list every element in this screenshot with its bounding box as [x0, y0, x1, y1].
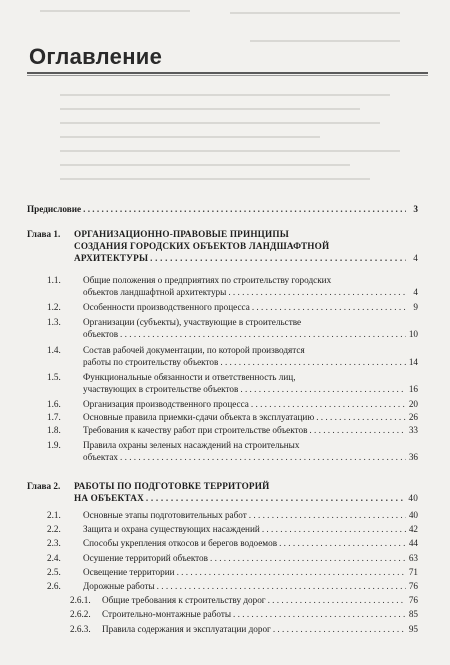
page-number: 44 — [408, 538, 418, 548]
page-number: 3 — [413, 204, 418, 214]
section-title-last-line — [83, 566, 418, 578]
section-title-line: Дорожные работы — [83, 581, 155, 591]
section-number: 1.2. — [47, 302, 61, 312]
section-title-last-line — [83, 356, 418, 368]
leader-dots — [210, 552, 406, 564]
chapter-title-line: СОЗДАНИЯ ГОРОДСКИХ ОБЪЕКТОВ ЛАНДШАФТНОЙ — [74, 241, 330, 251]
section-number: 2.3. — [47, 538, 61, 548]
subsection-number: 2.6.2. — [70, 609, 91, 619]
page-number: 95 — [408, 624, 418, 634]
section-title-last-line — [83, 451, 418, 463]
page-number: 4 — [413, 287, 418, 297]
chapter-title-last-line — [74, 252, 418, 264]
page-number: 14 — [408, 357, 418, 367]
page-number: 40 — [408, 493, 418, 503]
show-through-background — [0, 0, 450, 200]
section-title-last-line — [83, 328, 418, 340]
section-title-last-line — [83, 509, 418, 521]
page-title: Оглавление — [29, 44, 163, 69]
section-title-last-line — [83, 286, 418, 298]
page-number: 76 — [408, 595, 418, 605]
section-title-line: Освещение территории — [83, 567, 175, 577]
section-title-last-line — [83, 523, 418, 535]
section-number: 1.8. — [47, 425, 61, 435]
page-number: 4 — [413, 253, 418, 263]
page-number: 20 — [408, 399, 418, 409]
leader-dots — [240, 383, 406, 395]
chapter-title-line: РАБОТЫ ПО ПОДГОТОВКЕ ТЕРРИТОРИЙ — [74, 481, 270, 491]
section-title-line: Осушение территорий объектов — [83, 553, 208, 563]
subsection-title: Общие требования к строительству дорог — [102, 595, 266, 605]
leader-dots — [268, 594, 406, 606]
section-number: 2.2. — [47, 524, 61, 534]
subsection-title: Правила содержания и эксплуатации дорог — [102, 624, 271, 634]
page-number: 42 — [408, 524, 418, 534]
subsection-number: 2.6.3. — [70, 624, 91, 634]
section-title-line: работы по строительству объектов — [83, 357, 219, 367]
leader-dots — [83, 203, 406, 215]
chapter-title-last-line — [74, 492, 418, 504]
section-number: 1.7. — [47, 412, 61, 422]
subsection-number: 2.6.1. — [70, 595, 91, 605]
section-number: 2.1. — [47, 510, 61, 520]
section-title-line: Требования к качеству работ при строительстве объектов — [83, 425, 308, 435]
section-title-line: объектов — [83, 329, 119, 339]
section-number: 1.9. — [47, 440, 61, 450]
leader-dots — [120, 451, 406, 463]
subsection-title-line — [102, 623, 418, 635]
leader-dots — [251, 398, 406, 410]
section-title-line: Общие положения о предприятиях по строительству городских — [83, 275, 332, 285]
chapter-title-line: АРХИТЕКТУРЫ — [74, 253, 149, 263]
section-title-line: Состав рабочей документации, по которой производятся — [83, 345, 305, 355]
section-number: 2.6. — [47, 581, 61, 591]
section-title-line: Организация производственного процесса — [83, 399, 249, 409]
section-number: 1.1. — [47, 275, 61, 285]
section-title-line: Основные этапы подготовительных работ — [83, 510, 247, 520]
chapter-title-line: ОРГАНИЗАЦИОННО-ПРАВОВЫЕ ПРИНЦИПЫ — [74, 229, 289, 239]
section-title-last-line — [83, 580, 418, 592]
section-title-last-line — [83, 537, 418, 549]
leader-dots — [120, 328, 406, 340]
toc-entry-preface[interactable] — [27, 203, 418, 215]
page-number: 10 — [408, 329, 418, 339]
page-number: 71 — [408, 567, 418, 577]
section-title-line: объектов ландшафтной архитектуры — [83, 287, 227, 297]
leader-dots — [150, 252, 406, 264]
section-title-last-line — [83, 398, 418, 410]
page-number: 76 — [408, 581, 418, 591]
leader-dots — [146, 492, 406, 504]
leader-dots — [273, 623, 406, 635]
page-number: 36 — [408, 452, 418, 462]
subsection-title-line — [102, 594, 418, 606]
leader-dots — [316, 411, 406, 423]
leader-dots — [177, 566, 406, 578]
page-number: 63 — [408, 553, 418, 563]
section-title-line: Правила охраны зеленых насаждений на строительных — [83, 440, 300, 450]
leader-dots — [252, 301, 406, 313]
chapter-title-line: НА ОБЪЕКТАХ — [74, 493, 144, 503]
section-title-line: Функциональные обязанности и ответственность лиц, — [83, 372, 296, 382]
title-rule-thin — [27, 75, 428, 76]
section-title-line: Способы укрепления откосов и берегов водоемов — [83, 538, 278, 548]
subsection-title-line — [102, 608, 418, 620]
leader-dots — [309, 424, 406, 436]
chapter-label: Глава 2. — [27, 481, 61, 491]
section-title-line: Особенности производственного процесса — [83, 302, 250, 312]
page-number: 16 — [408, 384, 418, 394]
leader-dots — [228, 286, 406, 298]
section-number: 1.6. — [47, 399, 61, 409]
leader-dots — [262, 523, 406, 535]
section-title-line: объектах — [83, 452, 119, 462]
section-number: 1.3. — [47, 317, 61, 327]
page-number: 85 — [408, 609, 418, 619]
section-number: 2.4. — [47, 553, 61, 563]
subsection-title: Строительно-монтажные работы — [102, 609, 232, 619]
leader-dots — [157, 580, 406, 592]
section-title-line: участвующих в строительстве объектов — [83, 384, 239, 394]
section-title-last-line — [83, 301, 418, 313]
section-title-last-line — [83, 424, 418, 436]
leader-dots — [279, 537, 406, 549]
page-number: 9 — [413, 302, 418, 312]
toc-entry-label: Предисловие — [27, 204, 82, 214]
leader-dots — [249, 509, 406, 521]
title-rule — [27, 72, 428, 74]
chapter-label: Глава 1. — [27, 229, 61, 239]
page-number: 33 — [408, 425, 418, 435]
section-title-line: Организации (субъекты), участвующие в строительстве — [83, 317, 302, 327]
section-title-last-line — [83, 383, 418, 395]
section-title-line: Основные правила приемки-сдачи объекта в эксплуатацию — [83, 412, 315, 422]
section-number: 1.4. — [47, 345, 61, 355]
leader-dots — [220, 356, 406, 368]
section-title-last-line — [83, 552, 418, 564]
section-number: 1.5. — [47, 372, 61, 382]
section-title-last-line — [83, 411, 418, 423]
page-number: 40 — [408, 510, 418, 520]
page-number: 26 — [408, 412, 418, 422]
section-title-line: Защита и охрана существующих насаждений — [83, 524, 260, 534]
section-number: 2.5. — [47, 567, 61, 577]
leader-dots — [233, 608, 406, 620]
